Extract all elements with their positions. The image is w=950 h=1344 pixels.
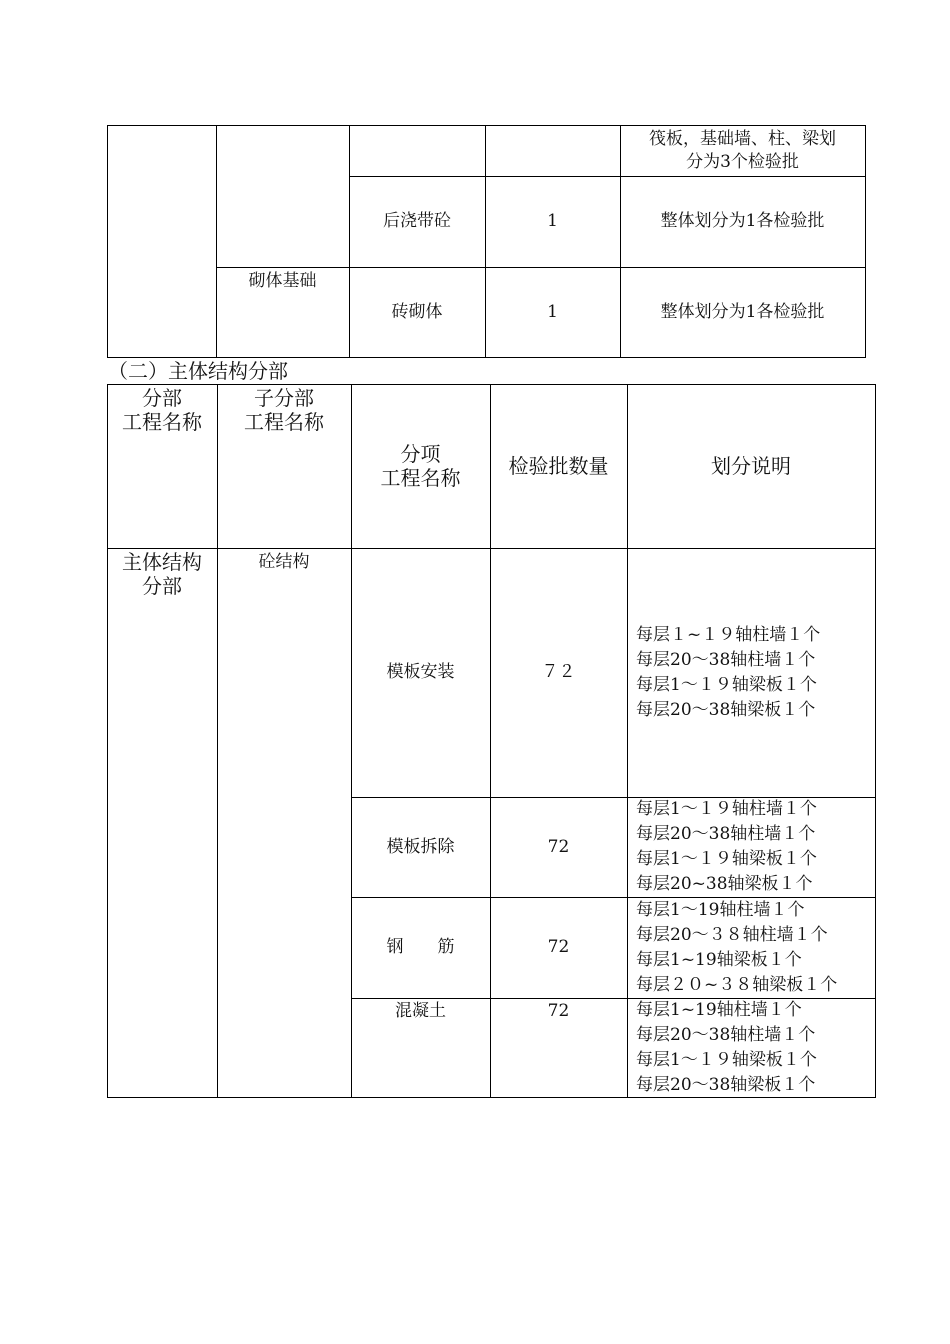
table-cell — [620, 125, 865, 176]
table-row-description — [627, 797, 875, 897]
description-line: 每层1~19轴梁板１个 — [636, 949, 802, 970]
description-line: 每层20～38轴柱墙１个 — [636, 824, 816, 844]
table-row-description — [627, 998, 875, 1097]
header-description: 划分说明 — [711, 454, 791, 478]
table-row-item: 模板安装 — [386, 662, 455, 682]
table-row-item: 混凝土 — [395, 1001, 446, 1021]
description-line: 每层1～１９轴柱墙１个 — [636, 799, 817, 819]
header-subdivision — [217, 384, 351, 548]
table-cell: 整体划分为1各检验批 — [660, 301, 825, 322]
description-line: 每层２０~３８轴梁板１个 — [636, 974, 838, 995]
table-row-item: 钢 筋 — [386, 937, 455, 957]
division-cell — [107, 548, 217, 1097]
description-line: 每层1～１９轴梁板１个 — [636, 1049, 817, 1070]
cell-text: 主体结构 — [122, 550, 202, 574]
description-line: 每层20～３８轴柱墙１个 — [636, 924, 828, 945]
table-cell: 砌体基础 — [248, 271, 317, 291]
description-line: 每层1～１９轴梁板１个 — [636, 674, 817, 695]
table-row-count: 72 — [547, 1001, 570, 1021]
header-division — [107, 384, 217, 548]
description-line: 每层20～38轴柱墙１个 — [636, 649, 816, 670]
table-row-item: 模板拆除 — [386, 836, 455, 857]
cell-text: 分为3个检验批 — [686, 151, 799, 172]
table-cell: 1 — [547, 301, 558, 322]
header-text: 分部 — [142, 386, 182, 410]
description-line: 每层1~19轴柱墙１个 — [636, 999, 802, 1020]
table-cell: 整体划分为1各检验批 — [660, 211, 825, 231]
table-cell: 后浇带砼 — [383, 211, 451, 231]
description-line: 每层1～１９轴梁板１个 — [636, 849, 817, 869]
description-line: 每层20～38轴柱墙１个 — [636, 1024, 816, 1045]
header-text: 工程名称 — [122, 410, 202, 434]
description-line: 每层20～38轴梁板１个 — [636, 699, 816, 720]
description-line: 每层1～19轴柱墙１个 — [636, 899, 805, 920]
subdivision-cell: 砼结构 — [258, 552, 310, 572]
header-item — [351, 384, 490, 548]
table-cell: 1 — [547, 211, 558, 231]
header-text: 工程名称 — [244, 410, 324, 434]
header-text: 工程名称 — [380, 466, 461, 490]
table-row-count: 72 — [547, 937, 570, 957]
description-line: 每层20~38轴梁板１个 — [636, 874, 813, 894]
cell-text: 分部 — [142, 574, 182, 598]
section-title: （二）主体结构分部 — [108, 359, 288, 383]
header-count: 检验批数量 — [508, 454, 609, 478]
header-text: 子分部 — [254, 386, 314, 410]
table-cell: 砖砌体 — [391, 301, 443, 322]
table-row-description — [627, 548, 875, 797]
description-line: 每层１~１９轴柱墙１个 — [636, 624, 821, 645]
table-row-count: ７２ — [541, 662, 576, 682]
table-row-count: 72 — [547, 836, 570, 857]
cell-text: 筏板，基础墙、柱、梁划 — [649, 128, 836, 149]
description-line: 每层20～38轴梁板１个 — [636, 1074, 816, 1095]
header-text: 分项 — [400, 442, 441, 466]
table-row-description — [627, 897, 875, 998]
